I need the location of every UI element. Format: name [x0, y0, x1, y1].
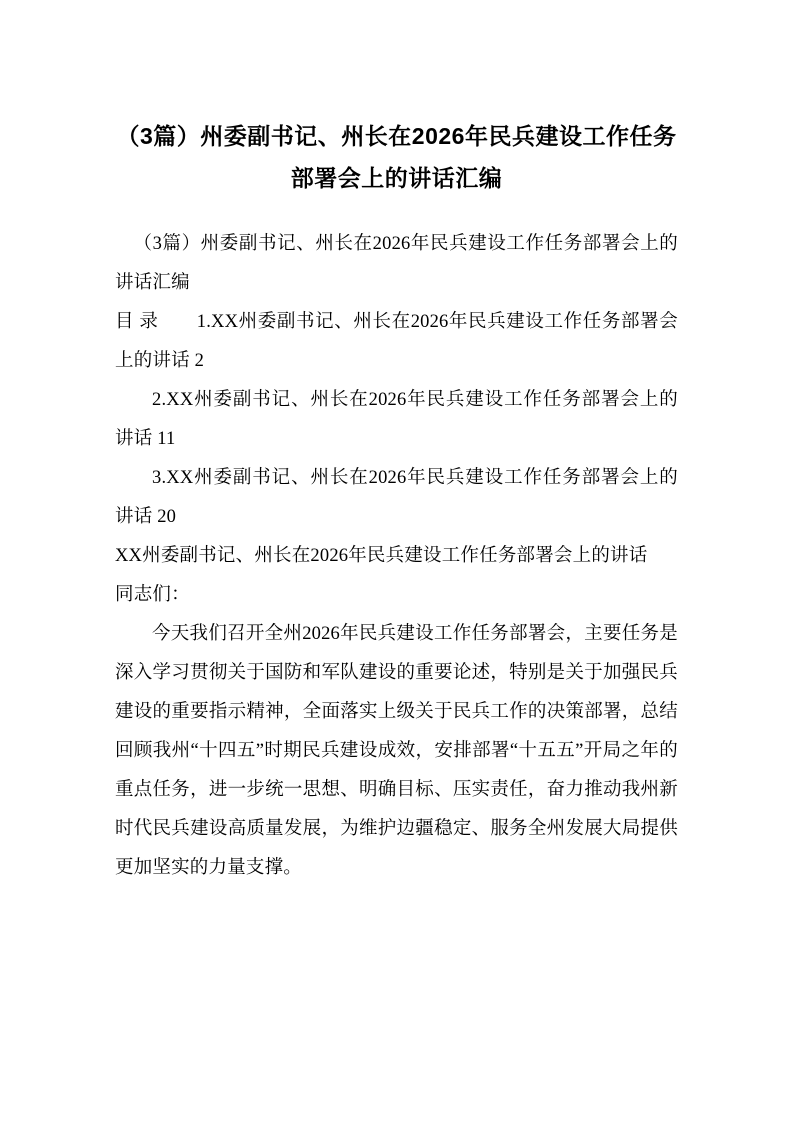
paragraph-subtitle: （3篇）州委副书记、州长在2026年民兵建设工作任务部署会上的讲话汇编	[115, 234, 678, 293]
paragraph-opening: 今天我们召开全州2026年民兵建设工作任务部署会，主要任务是深入学习贯彻关于国防和军队建设的重要论述，特别是关于加强民兵建设的重要指示精神，全面落实上级关于民兵工作的决策部署，总结回顾我州“十四五”时期民兵建设成效，安排部署“十五五”开局之年的重点任务，进一步统一思想、明确目标、压实责任，奋力推动我州新时代民兵建设高质量发展，为维护边疆稳定、服务全州发展大局提供更加坚实的力量支撑。	[115, 624, 678, 878]
page-title: （3篇）州委副书记、州长在2026年民兵建设工作任务部署会上的讲话汇编	[116, 123, 677, 191]
paragraph-toc-item-3: 3.XX州委副书记、州长在2026年民兵建设工作任务部署会上的讲话 20	[115, 468, 678, 527]
paragraph-speech-heading: XX州委副书记、州长在2026年民兵建设工作任务部署会上的讲话	[115, 546, 648, 566]
paragraph-toc-item-2: 2.XX州委副书记、州长在2026年民兵建设工作任务部署会上的讲话 11	[115, 390, 678, 449]
paragraph-toc-heading: 目 录 1.XX州委副书记、州长在2026年民兵建设工作任务部署会上的讲话 2	[115, 312, 678, 371]
paragraph-salutation: 同志们：	[115, 585, 190, 605]
document-body	[115, 225, 678, 888]
